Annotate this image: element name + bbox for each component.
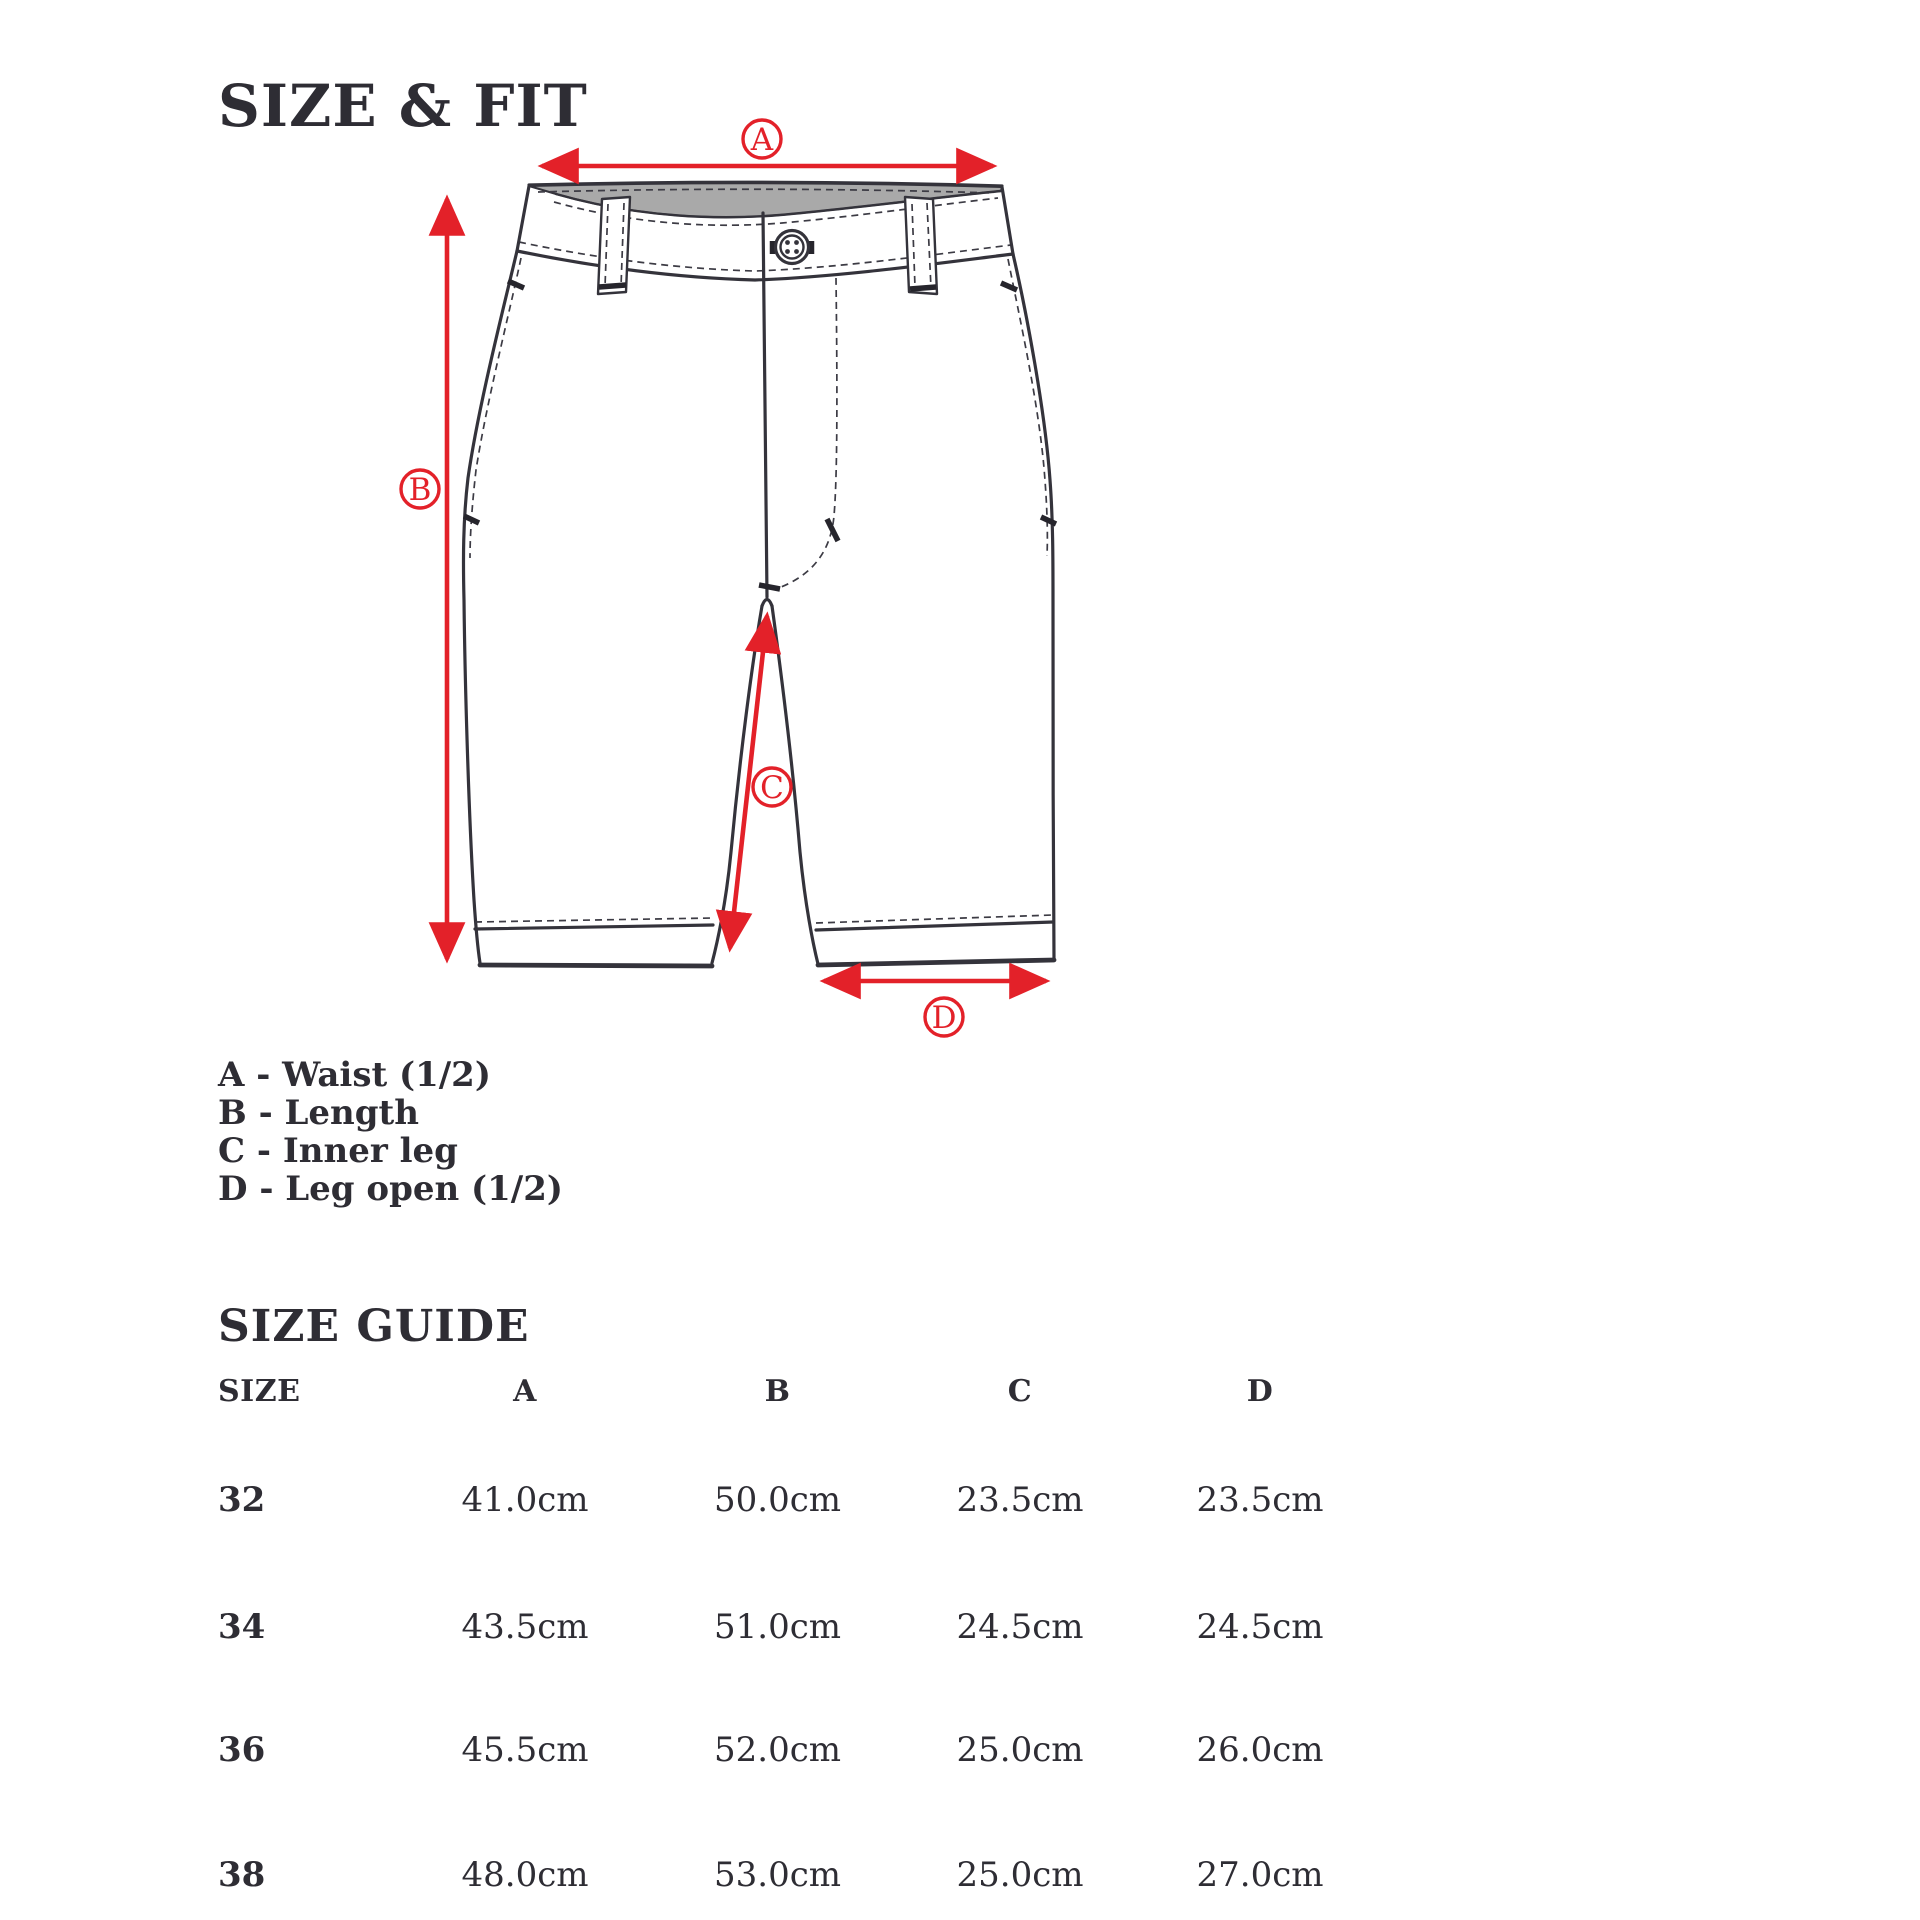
right-cuff-seam xyxy=(816,922,1053,930)
measurement-cell-b: 53.0cm xyxy=(714,1855,841,1895)
size-table-row-32 xyxy=(218,1480,1385,1520)
right-belt-loop xyxy=(905,197,937,294)
left-hem-edge xyxy=(480,965,712,966)
page-title: SIZE & FIT xyxy=(218,71,588,140)
measurement-cell-c: 23.5cm xyxy=(956,1480,1084,1520)
size-table-row-38 xyxy=(218,1855,1385,1895)
measurement-cell-b: 50.0cm xyxy=(714,1480,841,1520)
measure-label-d: D xyxy=(931,1000,957,1036)
measurement-cell-d: 26.0cm xyxy=(1196,1730,1324,1770)
legend-item-c: C - Inner leg xyxy=(218,1131,458,1171)
size-cell: 38 xyxy=(218,1855,266,1895)
measurement-cell-d: 23.5cm xyxy=(1196,1480,1324,1520)
left-pocket-stitch xyxy=(470,258,521,558)
measurement-legend xyxy=(218,1056,563,1208)
column-header-a: A xyxy=(513,1374,537,1409)
measurement-cell-c: 25.0cm xyxy=(956,1855,1084,1895)
shorts-measurement-diagram xyxy=(380,100,1120,1060)
size-table-header-row xyxy=(218,1374,1385,1410)
column-header-d: D xyxy=(1246,1374,1274,1409)
legend-item-d: D - Leg open (1/2) xyxy=(218,1169,563,1209)
right-outer-seam xyxy=(1013,254,1054,959)
size-table-row-34 xyxy=(218,1607,1385,1647)
measurement-cell-b: 52.0cm xyxy=(714,1730,841,1770)
right-hem-edge xyxy=(818,960,1054,965)
left-belt-loop xyxy=(598,197,630,294)
measurement-cell-d: 24.5cm xyxy=(1196,1607,1324,1647)
left-pocket-bottom-bartack xyxy=(464,516,479,523)
waistband-right-edge xyxy=(1002,187,1013,254)
measure-label-b: B xyxy=(408,472,432,508)
legend-item-a: A - Waist (1/2) xyxy=(218,1055,491,1095)
measurement-cell-a: 43.5cm xyxy=(461,1607,589,1647)
column-header-b: B xyxy=(764,1374,791,1409)
right-belt-loop-bartack xyxy=(910,287,936,289)
column-header-size: SIZE xyxy=(218,1374,301,1409)
size-guide-heading: SIZE GUIDE xyxy=(218,1300,530,1352)
measurement-cell-c: 24.5cm xyxy=(956,1607,1084,1647)
measurement-cell-a: 45.5cm xyxy=(461,1730,589,1770)
measurement-cell-b: 51.0cm xyxy=(714,1607,841,1647)
center-front-line xyxy=(763,213,767,597)
legend-item-b: B - Length xyxy=(218,1093,419,1133)
right-pocket-top-bartack xyxy=(1001,283,1017,290)
left-outer-seam xyxy=(463,251,517,963)
measure-label-c: C xyxy=(760,770,784,806)
waistband-left-edge xyxy=(517,186,529,251)
shorts-technical-drawing xyxy=(380,100,1120,1060)
size-cell: 36 xyxy=(218,1730,266,1770)
left-pocket-top-bartack xyxy=(508,281,524,288)
measurement-cell-c: 25.0cm xyxy=(956,1730,1084,1770)
right-pocket-bottom-bartack xyxy=(1041,517,1056,524)
measurement-cell-a: 48.0cm xyxy=(461,1855,589,1895)
size-cell: 32 xyxy=(218,1480,266,1520)
measure-label-a: A xyxy=(750,122,774,158)
measurement-cell-d: 27.0cm xyxy=(1196,1855,1324,1895)
crotch-curve xyxy=(762,600,772,607)
left-belt-loop-bartack xyxy=(599,285,626,287)
fly-j-stitch xyxy=(776,278,837,589)
left-cuff-seam xyxy=(475,925,713,929)
size-cell: 34 xyxy=(218,1607,266,1647)
left-cuff-stitch xyxy=(475,918,713,922)
size-table-row-36 xyxy=(218,1730,1385,1770)
column-header-c: C xyxy=(1007,1374,1033,1409)
measurement-cell-a: 41.0cm xyxy=(461,1480,589,1520)
fly-bottom-bartack xyxy=(759,585,780,589)
waist-button xyxy=(773,231,812,264)
